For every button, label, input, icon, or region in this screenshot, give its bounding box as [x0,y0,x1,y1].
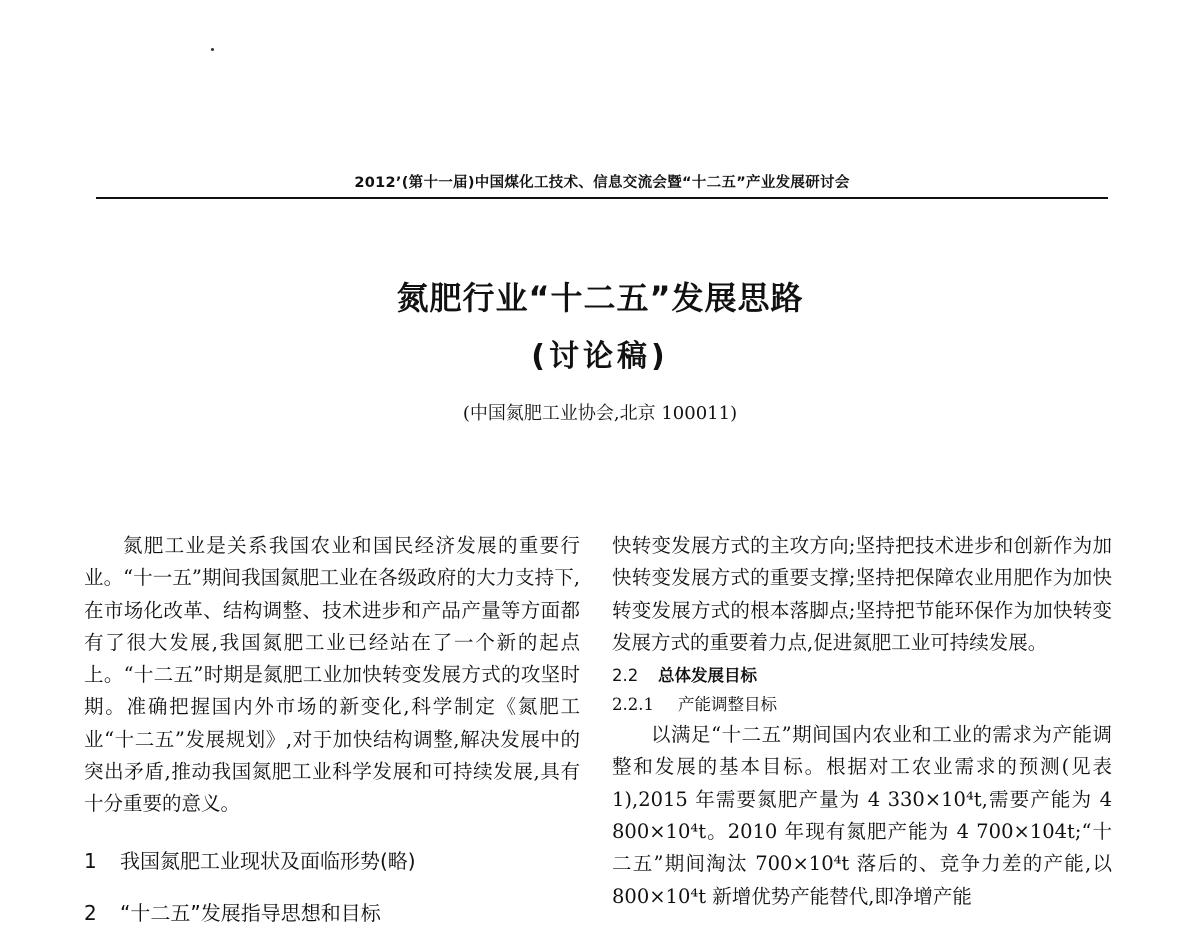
running-head: 2012’(第十一届)中国煤化工技术、信息交流会暨“十二五”产业发展研讨会 [354,175,850,191]
affiliation: (中国氮肥工业协会,北京 100011) [462,403,738,424]
section-number: 1 [84,848,97,873]
subsection-title: 总体发展目标 [658,666,757,686]
section-number: 2 [84,900,97,925]
section-1-heading [84,845,580,877]
section-title: “十二五”发展指导思想和目标 [120,900,381,925]
subsection-2-2-1-heading [612,690,1112,719]
subsection-title: 产能调整目标 [678,695,777,715]
section-title: 我国氮肥工业现状及面临形势(略) [120,848,416,873]
left-column [84,530,580,929]
paper-title: 氮肥行业“十二五”发展思路 [396,279,804,317]
continued-paragraph: 快转变发展方式的主攻方向;坚持把技术进步和创新作为加快转变发展方式的重要支撑;坚持把保障农业用肥作为加快转变发展方式的根本落脚点;坚持把节能环保作为加快转变发展方式的重要着力点,促进氮肥工业可持续发展。 [612,534,1112,654]
subsection-number: 2.2.1 [612,695,654,715]
subsection-2-2-heading [612,661,1112,690]
right-column [612,530,1112,913]
intro-paragraph: 氮肥工业是关系我国农业和国民经济发展的重要行业。“十一五”期间我国氮肥工业在各级政府的大力支持下,在市场化改革、结构调整、技术进步和产品产量等方面都有了很大发展,我国氮肥工业已经站在了一个新的起点上。“十二五”时期是氮肥工业加快转变发展方式的攻坚时期。准确把握国内外市场的新变化,科学制定《氮肥工业“十二五”发展规划》,对于加快结构调整,解决发展中的突出矛盾,推动我国氮肥工业科学发展和可持续发展,具有十分重要的意义。 [84,534,580,816]
capacity-target-paragraph: 以满足“十二五”期间国内农业和工业的需求为产能调整和发展的基本目标。根据对工农业需求的预测(见表 1),2015 年需要氮肥产量为 4 330×10⁴t,需要产能为 4 800×10⁴t。2010 年现有氮肥产能为 4 700×104t;“十二五”期间淘汰 700×10⁴t 落后的、竞争力差的产能,以 800×10⁴t 新增优势产能替代,即净增产能 [612,723,1112,908]
subsection-number: 2.2 [612,666,639,686]
header-rule [96,197,1108,199]
stray-mark [211,48,214,51]
paper-subtitle: (讨论稿) [531,339,669,374]
section-2-heading [84,897,580,929]
